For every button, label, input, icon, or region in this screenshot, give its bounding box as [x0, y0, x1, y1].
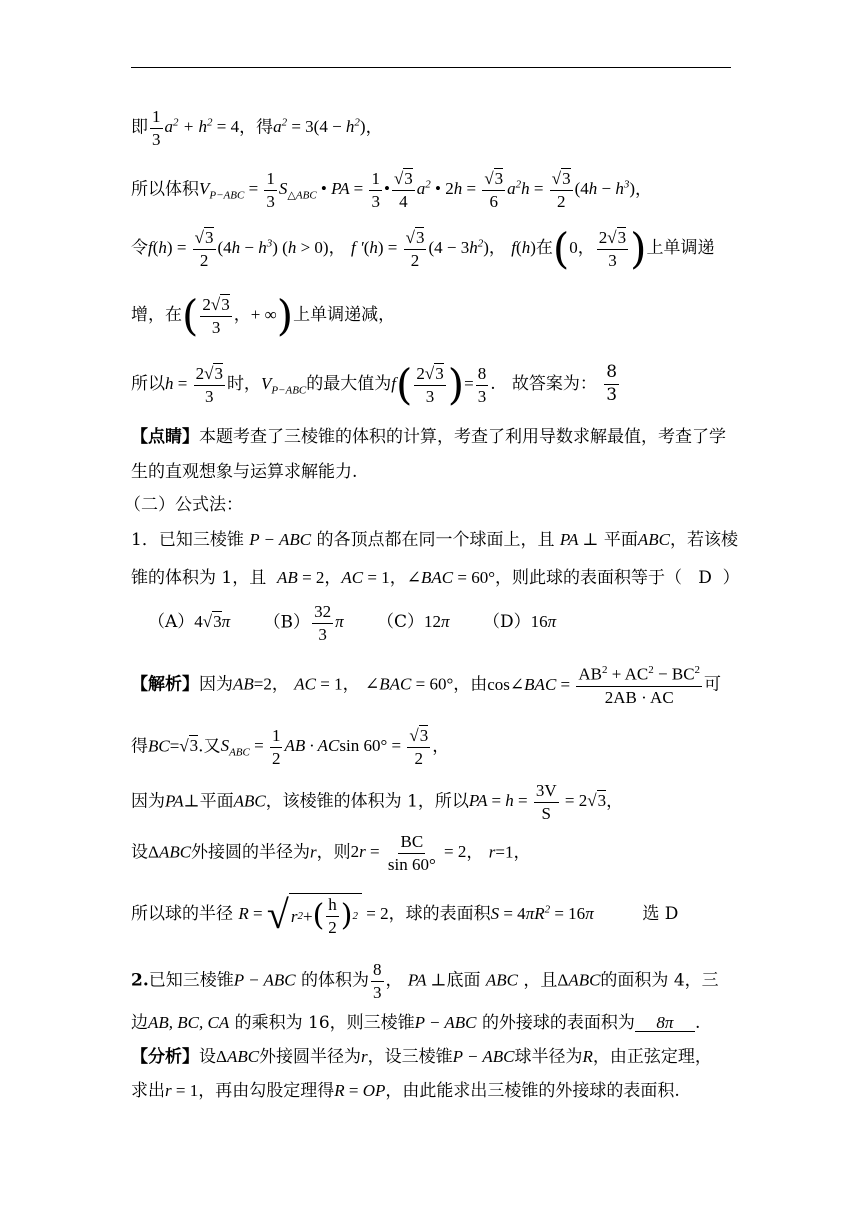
line-ji: 即 $\frac{1}{3}$ $a^2 + h^2 = 4$，得$a^2 = 3(4 - h^2)$， — [131, 107, 383, 149]
q2-line-2: 边AB, BC, CA 的乘积为 16，则三棱锥P − ABC 的外接球的表面积为 8π . — [131, 1013, 701, 1033]
q1-line-2: 锥的体积为 1，且 AB = 2，AC = 1，∠BAC = 60°，则此球的表面积等于（ D ） — [131, 568, 740, 588]
sol1-line-3: 因为PA⊥平面ABC，该棱锥的体积为 1，所以PA = h = $\frac{3V}{S}$ = 2√3， — [131, 781, 624, 823]
comment-line-1: 【点睛】本题考查了三棱锥的体积的计算，考查了利用导数求解最值，考查了学 — [131, 427, 726, 447]
header-rule — [131, 67, 731, 68]
comment-line-2: 生的直观想象与运算求解能力. — [131, 462, 358, 482]
ana2-line-2: 求出r = 1，再由勾股定理得R = OP，由此能求出三棱锥的外接球的表面积. — [131, 1081, 680, 1101]
line-volume: 所以体积$V_{P-ABC}$ = $\frac{1}{3}$ $S_{\triangle ABC}$ • PA = $\frac{1}{3}$ • $\frac{√3}{4}$ $a^2$ • 2h = $\frac{√3}{6}$ $a^2h$ = $\frac{√3}{2}$ $(4h - h^3)$， — [131, 169, 653, 211]
sol1-line-1: 【解析】因为AB=2， AC = 1， ∠BAC = 60°，由cos∠BAC = $\frac{AB^2 + AC^2 - BC^2}{2AB \cdot AC}$ 可 — [131, 664, 722, 707]
ana2-line-1: 【分析】设ΔABC外接圆半径为r，设三棱锥P − ABC球半径为R，由正弦定理， — [131, 1047, 712, 1067]
line-ling: 令f(h) = $\frac{√3}{2}$ $(4h - h^3)$ (h > 0)， f ′(h) = $\frac{√3}{2}$ $(4 - 3h^2)$， f(h)在(0， $\frac{2√3}{3}$ )上单调递 — [131, 224, 715, 273]
q1-line-1: 1．已知三棱锥 P − ABC 的各顶点都在同一个球面上，且 PA ⊥ 平面ABC，若该棱 — [131, 530, 738, 550]
line-zeng: 增，在( $\frac{2√3}{3}$ ，+ ∞)上单调递减， — [131, 291, 396, 340]
sol1-line-5: 所以球的半径 R = √ r 2 + ( $\frac{h}{2}$ ) 2 = 2，球的表面积$S = 4\pi R^2 = 16\pi$ 选 D — [131, 891, 679, 937]
q1-options: （A）4√3π （B） $\frac{32}{3}$ π （C）12π （D）16π — [148, 602, 557, 644]
q2-line-1: 2.已知三棱锥P − ABC 的体积为 $\frac{8}{3}$ ， PA ⊥底面 ABC ，且ΔABC的面积为 4，三 — [131, 960, 719, 1002]
sol1-line-2: 得BC=√3.又$S_{ABC}$ = $\frac{1}{2}$ AB · ACsin 60° = $\frac{√3}{2}$ ， — [131, 726, 450, 768]
sol1-line-4: 设ΔABC外接圆的半径为r，则2r = $\frac{BC}{\sin 60^\circ}$ = 2， r=1， — [131, 832, 531, 874]
line-max: 所以h = $\frac{2√3}{3}$ 时，$V_{P-ABC}$的最大值为f( $\frac{2√3}{3}$ )= $\frac{8}{3}$ . 故答案为： $\frac{8}{3}$ — [131, 360, 618, 409]
section-title: （二）公式法： — [124, 495, 243, 515]
